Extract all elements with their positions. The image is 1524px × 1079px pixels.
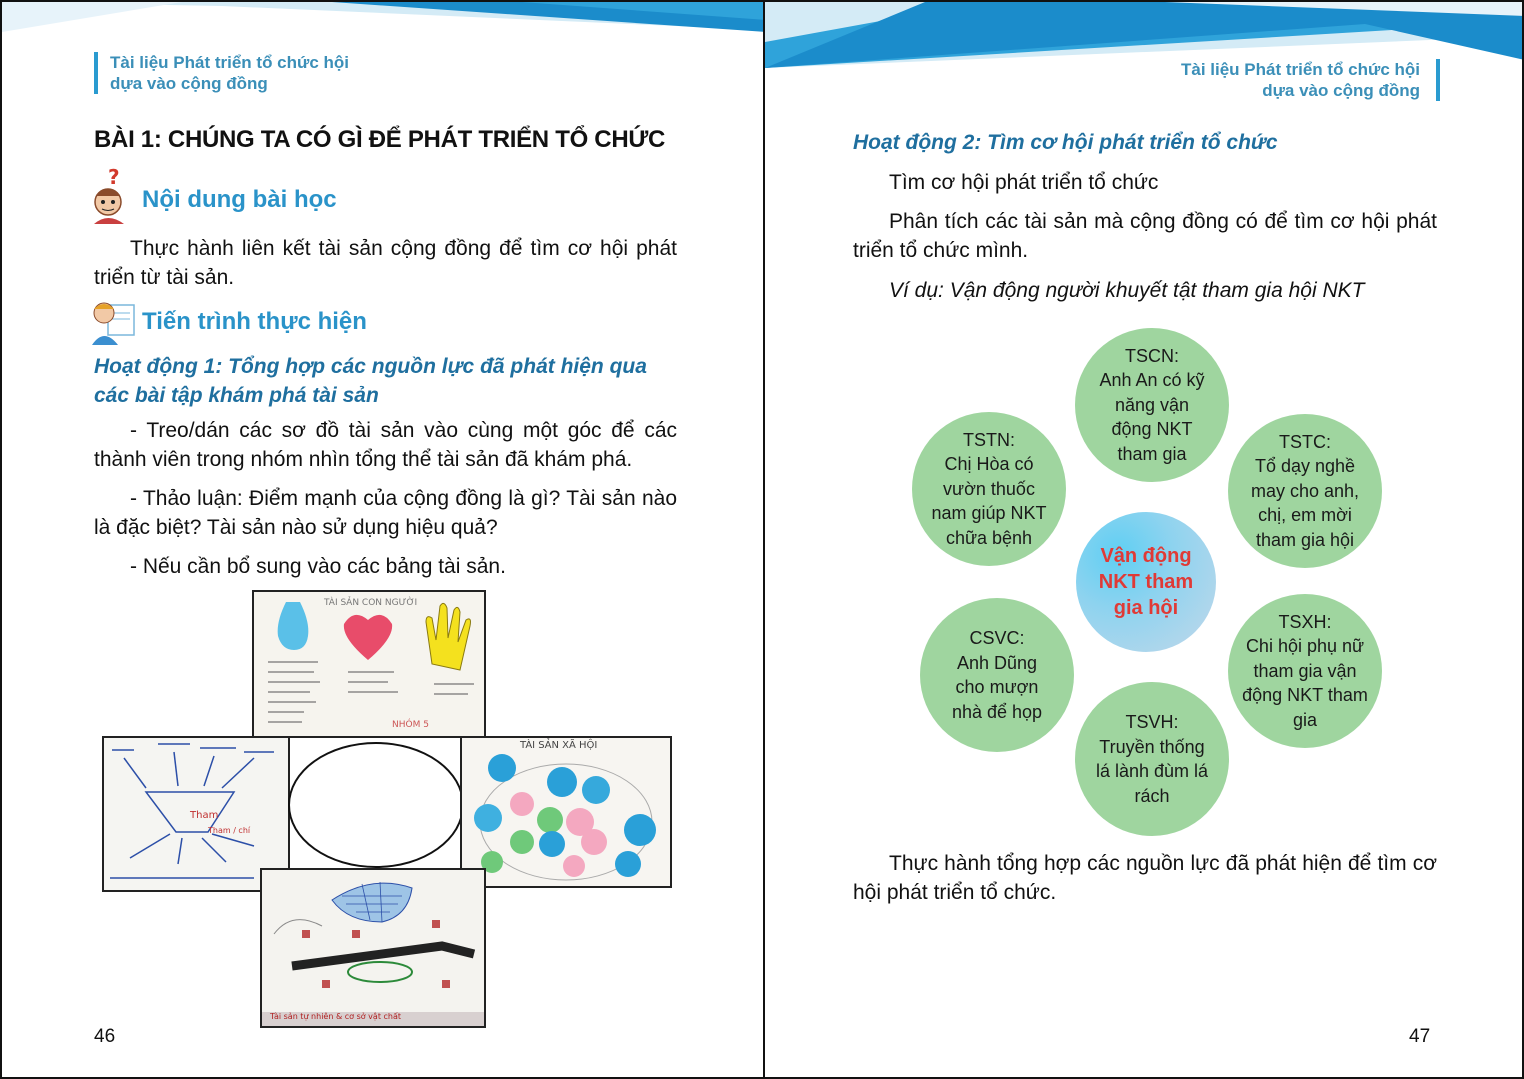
node-tsvh-label: TSVH:: [1125, 712, 1179, 732]
collage-center-oval: [288, 742, 464, 868]
node-tscn-text: Anh An có kỹ năng vận động NKT tham gia: [1099, 370, 1205, 464]
left-header-line2: dựa vào cộng đồng: [110, 74, 268, 93]
right-page-number: 47: [1409, 1026, 1431, 1047]
step3-text: - Nếu cần bổ sung vào các bảng tài sản.: [130, 555, 506, 578]
right-header-line1: Tài liệu Phát triển tổ chức hội: [1180, 60, 1420, 79]
activity2-p2: Phân tích các tài sản mà cộng đồng có để tìm cơ hội phát triển tổ chức mình.: [853, 210, 1437, 262]
thinking-person-icon: [90, 166, 130, 224]
node-csvc-text: Anh Dũng cho mượn nhà để họp: [951, 652, 1043, 722]
photo-human-group: NHÓM 5: [392, 720, 429, 730]
closing-text: Thực hành tổng hợp các nguồn lực đã phát hiện để tìm cơ hội phát triển tổ chức.: [853, 852, 1437, 904]
node-tsvh-text: Truyền thống lá lành đùm lá rách: [1095, 736, 1209, 806]
diagram-center-text: Vận động NKT tham gia hội: [1098, 545, 1194, 619]
photo-funnel-center-word: Tham / chí: [208, 826, 251, 835]
photo-human-caption: TÀI SẢN CON NGƯỜI: [324, 598, 418, 608]
section-process-title: Tiến trình thực hiện: [142, 308, 367, 335]
photo-map-caption: Tài sản tự nhiên & cơ sở vật chất: [270, 1012, 401, 1021]
photo-human-assets: [252, 590, 486, 738]
photo-social-assets: [460, 736, 672, 888]
node-csvc: [920, 598, 1074, 752]
node-tsxh-label: TSXH:: [1278, 611, 1332, 632]
right-header-line2: dựa vào cộng đồng: [1262, 81, 1420, 100]
node-tsxh-text: Chi hội phụ nữ tham gia vận động NKT tham gia: [1242, 636, 1368, 730]
left-header-line1: Tài liệu Phát triển tổ chức hội: [110, 53, 350, 72]
step2-text: - Thảo luận: Điểm mạnh của cộng đồng là gì? Tài sản nào là đặc biệt? Tài sản nào sử dụng hiệu quả?: [94, 487, 677, 539]
node-tsxh: [1228, 594, 1382, 748]
node-tscn: [1075, 328, 1229, 482]
right-header: [1181, 59, 1440, 101]
node-tstn-label: TSTN:: [963, 429, 1015, 450]
left-header: [94, 52, 349, 94]
lesson-title: BÀI 1: CHÚNG TA CÓ GÌ ĐỂ PHÁT TRIỂN TỔ CHỨC: [94, 126, 666, 153]
photo-social-caption: TÀI SẢN XÃ HỘI: [520, 740, 598, 751]
node-tstc: [1228, 414, 1382, 568]
svg-text:?: ?: [108, 166, 120, 189]
activity1-title: Hoạt động 1: Tổng hợp các nguồn lực đã phát hiện qua các bài tập khám phá tài sản: [94, 355, 647, 407]
left-page-number: 46: [94, 1026, 116, 1047]
section-content-title: Nội dung bài học: [142, 186, 337, 213]
node-tstn: [912, 412, 1066, 566]
node-tstc-label: TSTC:: [1279, 431, 1331, 452]
svg-text:Tham: Tham: [190, 810, 219, 821]
section-content-body: Thực hành liên kết tài sản cộng đồng để tìm cơ hội phát triển từ tài sản.: [94, 237, 677, 289]
right-page: [764, 0, 1524, 1079]
presenter-icon: [90, 297, 136, 347]
node-tstn-text: Chị Hòa có vườn thuốc nam giúp NKT chữa bệnh: [931, 454, 1047, 548]
activity2-p1: Tìm cơ hội phát triển tổ chức: [889, 171, 1159, 194]
diagram-center: [1076, 512, 1216, 652]
activity2-example: Ví dụ: Vận động người khuyết tật tham gia hội NKT: [889, 279, 1365, 302]
node-tscn-label: TSCN:: [1125, 345, 1179, 366]
activity2-title: Hoạt động 2: Tìm cơ hội phát triển tổ chức: [853, 131, 1278, 154]
step1-text: - Treo/dán các sơ đồ tài sản vào cùng một góc để các thành viên trong nhóm nhìn tổng thể tài sản đã khám phá.: [94, 419, 677, 471]
node-csvc-label: CSVC:: [969, 628, 1025, 648]
node-tsvh: [1075, 682, 1229, 836]
node-tstc-text: Tổ dạy nghề may cho anh, chị, em mời tham gia hội: [1250, 456, 1360, 550]
photo-map: [260, 868, 486, 1028]
